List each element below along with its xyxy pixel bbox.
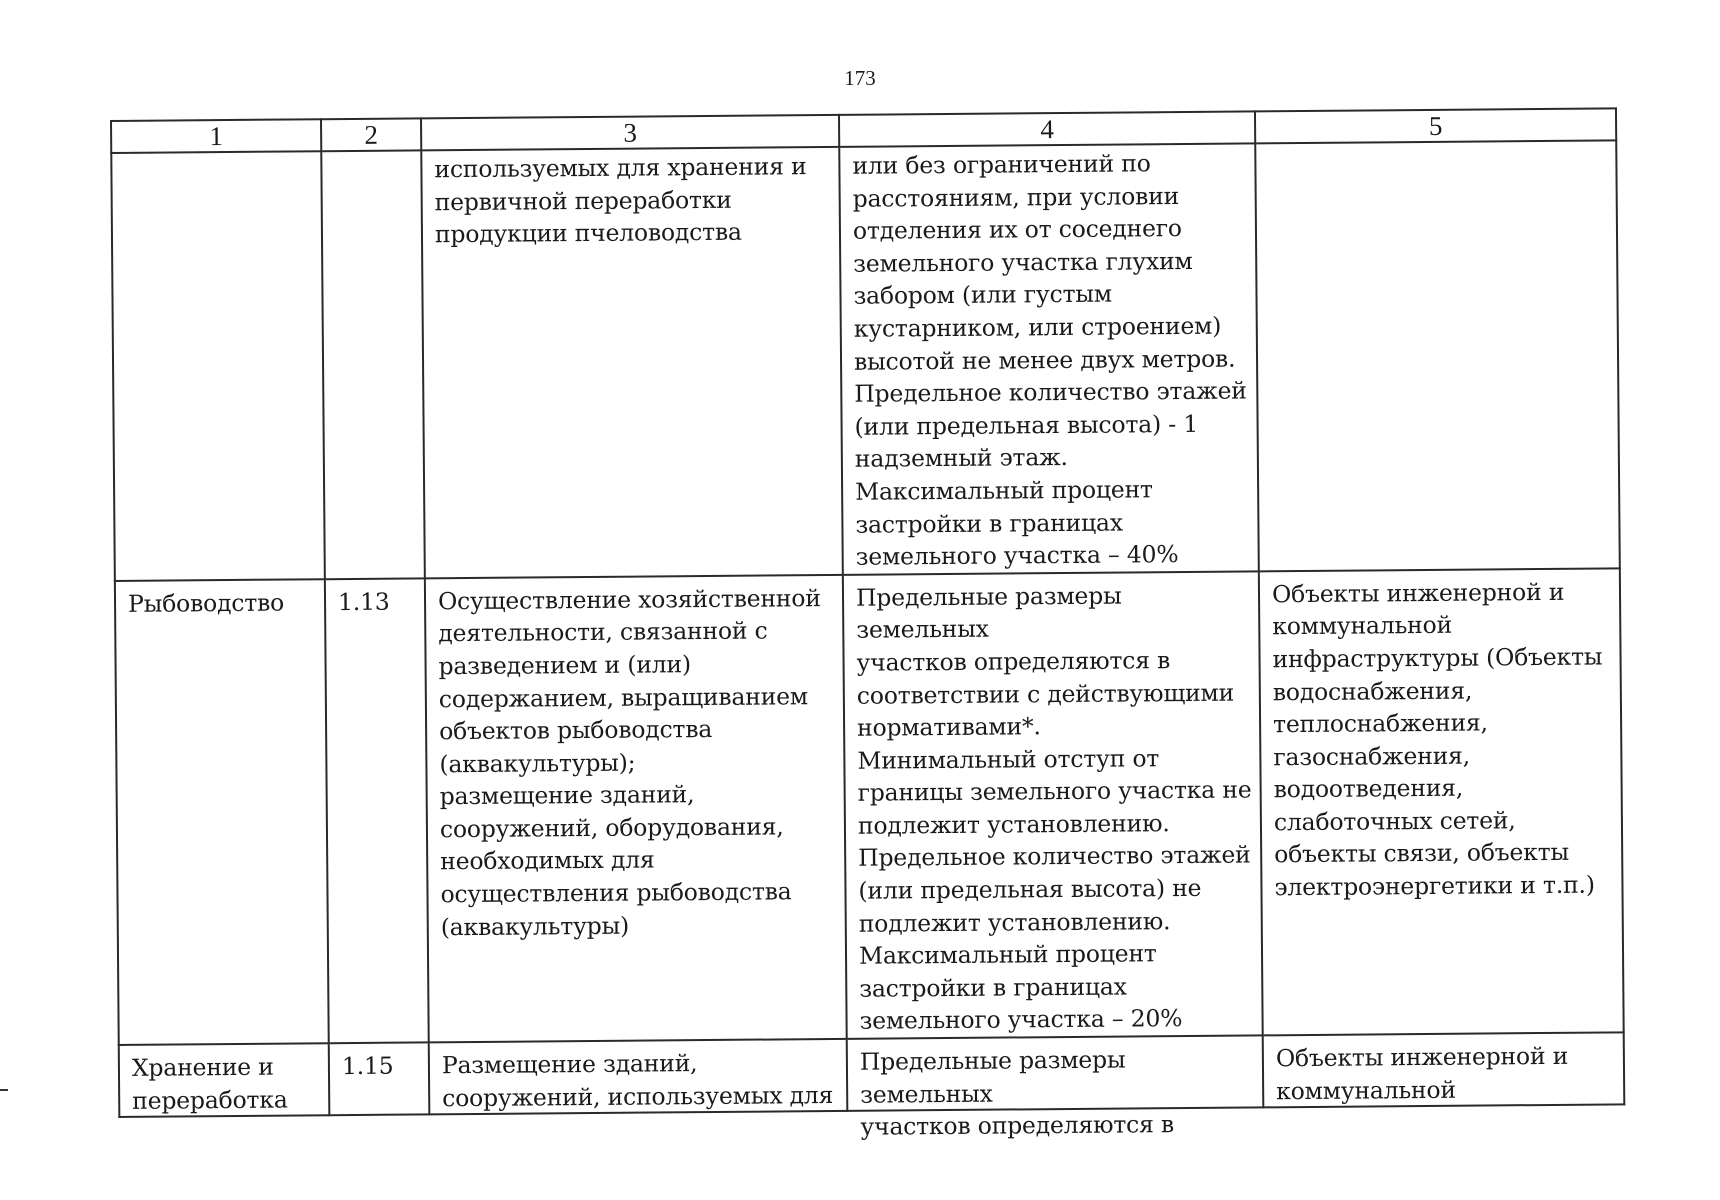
cell-description: используемых для хранения и первичной переработки продукции пчеловодства bbox=[421, 147, 843, 578]
cell-parameters: Предельные размеры земельных участков определяются в соответствии с действующими нормативами*. Минимальный отступ от границы земельного участка не подлежит установлению. Предельное количество этажей (или предельная высота) не подлежит установлению. Максимальный процент застройки в границах земельного участка – 20% bbox=[843, 571, 1263, 1039]
regulations-table-wrapper bbox=[110, 107, 1623, 1141]
table-row bbox=[115, 568, 1624, 1045]
cell-parameters bbox=[847, 1035, 1264, 1141]
cell-use-type bbox=[111, 151, 325, 580]
cell-auxiliary-uses bbox=[1255, 140, 1620, 571]
cell-text: Предельные размеры земельных участков определяются в bbox=[859, 1045, 1175, 1141]
cell-code bbox=[321, 150, 425, 579]
column-header: 4 bbox=[839, 111, 1255, 146]
cell-use-type bbox=[119, 1043, 330, 1117]
table-row bbox=[119, 1032, 1625, 1117]
regulations-table bbox=[110, 107, 1625, 1141]
cell-parameters: или без ограничений по расстояниям, при условии отделения их от соседнего земельного участка глухим забором (или густым кустарником, или строением) высотой не менее двух метров. Предельное количество этажей (или предельная высота) - 1 надземный этаж. Максимальный процент застройки в границах земельного участка – 40% bbox=[839, 143, 1259, 574]
cell-auxiliary-uses: Объекты инженерной и коммунальной инфраструктуры (Объекты водоснабжения, теплоснабжения, газоснабжения, водоотведения, слаботочных сетей, объекты связи, объекты электроэнергетики и т.п.) bbox=[1259, 568, 1624, 1035]
cell-use-type: Рыбоводство bbox=[115, 579, 329, 1045]
cell-description bbox=[429, 1039, 848, 1114]
cell-text: Хранение и переработка bbox=[131, 1052, 288, 1115]
scan-edge-mark bbox=[0, 1089, 8, 1091]
table-row bbox=[111, 140, 1620, 580]
page-number: 173 bbox=[844, 66, 876, 90]
column-header: 5 bbox=[1255, 108, 1616, 143]
cell-code bbox=[329, 1042, 430, 1115]
cell-text: 1.15 bbox=[341, 1051, 394, 1081]
cell-text: Объекты инженерной и коммунальной bbox=[1275, 1041, 1569, 1105]
cell-auxiliary-uses bbox=[1263, 1032, 1625, 1107]
cell-code: 1.13 bbox=[325, 578, 429, 1043]
column-header: 1 bbox=[111, 119, 321, 153]
column-header: 2 bbox=[321, 118, 421, 151]
cell-text: Размещение зданий, сооружений, используемых для bbox=[441, 1049, 834, 1112]
column-header: 3 bbox=[421, 115, 839, 151]
cell-description: Осуществление хозяйственной деятельности, связанной с разведением и (или) содержанием, выращиванием объектов рыбоводства (аквакультуры); размещение зданий, сооружений, оборудования, необходимых для осуществления рыбоводства (аквакультуры) bbox=[425, 575, 847, 1043]
